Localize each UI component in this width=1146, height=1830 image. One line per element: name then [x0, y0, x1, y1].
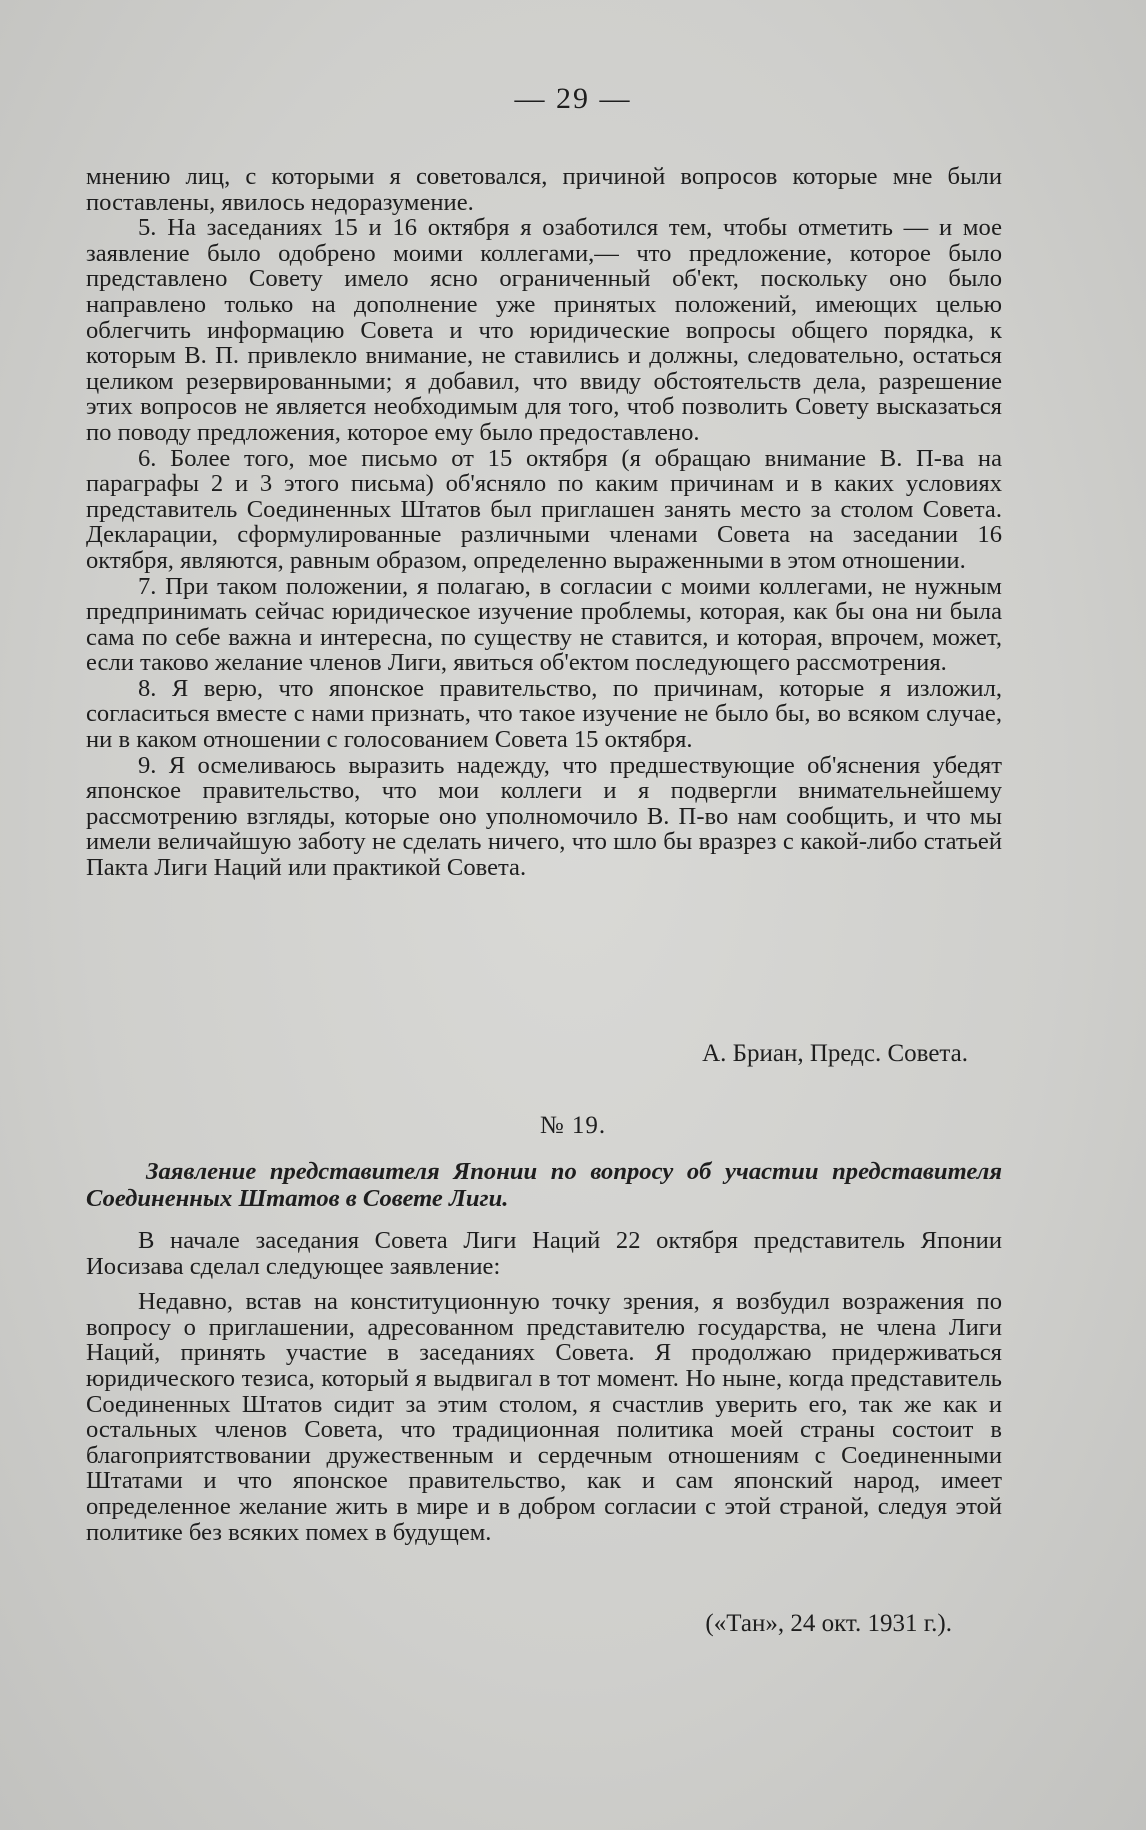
- intro-text: В начале заседания Совета Лиги Наций 22 октября представитель Японии Иосизава сделал следующее заявление:: [86, 1227, 1002, 1280]
- paragraph-8: 8. Я верю, что японское правительство, по причинам, которые я изложил, согласиться вместе с нами признать, что такое изучение не было бы, во всяком случае, ни в каком отношении с голосованием Совета 15 октября.: [86, 674, 1002, 754]
- statement-text: Недавно, встав на конституционную точку зрения, я возбудил возражения по вопросу о приглашении, адресованном представителю государства, не члена Лиги Наций, принять участие в заседаниях Совета. Я продолжаю придерживаться юридического тезиса, который я выдвигал в тот момент. Но ныне, когда представитель Соединенных Штатов сидит за этим столом, я счастлив уверить его, так же как и остальных членов Совета, что традиционная политика моей страны состоит в благоприятствовании дружественным и сердечным отношениям с Соединенными Штатами и что японское правительство, как и сам японский народ, имеет определенное желание жить в мире и в добром согласии с этой страной, следуя этой политике без всяких помех в будущем.: [86, 1288, 1002, 1546]
- signature: А. Бриан, Предс. Совета.: [702, 1040, 968, 1067]
- statement-body: [86, 1228, 1002, 1545]
- page-number: — 29 —: [514, 82, 632, 115]
- document-title: Заявление представителя Японии по вопросу об участии представителя Соединенных Штатов в Совете Лиги.: [86, 1158, 1002, 1212]
- letter-body: [86, 164, 1002, 881]
- paragraph-9: 9. Я осмеливаюсь выразить надежду, что предшествующие об'яснения убедят японское правительство, что мои коллеги и я подвергли внимательнейшему рассмотрению взгляды, которые оно уполномочило В. П-во нам сообщить, и что мы имели величайшую заботу не сделать ничего, что шло бы вразрез с какой-либо статьей Пакта Лиги Наций или практикой Совета.: [86, 751, 1002, 882]
- paragraph-5: 5. На заседаниях 15 и 16 октября я озаботился тем, чтобы отметить — и мое заявление было одобрено моими коллегами,— что предложение, которое было представлено Совету имело ясно ограниченный об'ект, поскольку оно было направлено только на дополнение уже принятых положений, имеющих целью облегчить информацию Совета и что юридические вопросы общего порядка, к которым В. П. привлекло внимание, не ставились и должны, следовательно, остаться целиком резервированными; я добавил, что ввиду обстоятельств дела, разрешение этих вопросов не является необходимым для того, чтоб позволить Совету высказаться по поводу предложения, которое ему было предоставлено.: [86, 214, 1002, 446]
- document-number: № 19.: [539, 1112, 607, 1139]
- paragraph-6: 6. Более того, мое письмо от 15 октября (я обращаю внимание В. П-ва на параграфы 2 и 3 этого письма) об'ясняло по каким причинам и в каких условиях представитель Соединенных Штатов был приглашен занять место за столом Совета. Декларации, сформулированные различными членами Совета на заседании 16 октября, являются, равным образом, определенно выраженными в этом отношении.: [86, 444, 1002, 574]
- paragraph-7: 7. При таком положении, я полагаю, в согласии с моими коллегами, не нужным предпринимать сейчас юридическое изучение проблемы, которая, как бы она ни была сама по себе важна и интересна, по существу не ставится, и которая, впрочем, может, если таково желание членов Лиги, явиться об'ектом последующего рассмотрения.: [86, 572, 1002, 677]
- continuation-text: мнению лиц, с которыми я советовался, причиной вопросов которые мне были поставлены, явилось недоразумение.: [86, 163, 1002, 216]
- source-citation: («Тан», 24 окт. 1931 г.).: [705, 1610, 952, 1637]
